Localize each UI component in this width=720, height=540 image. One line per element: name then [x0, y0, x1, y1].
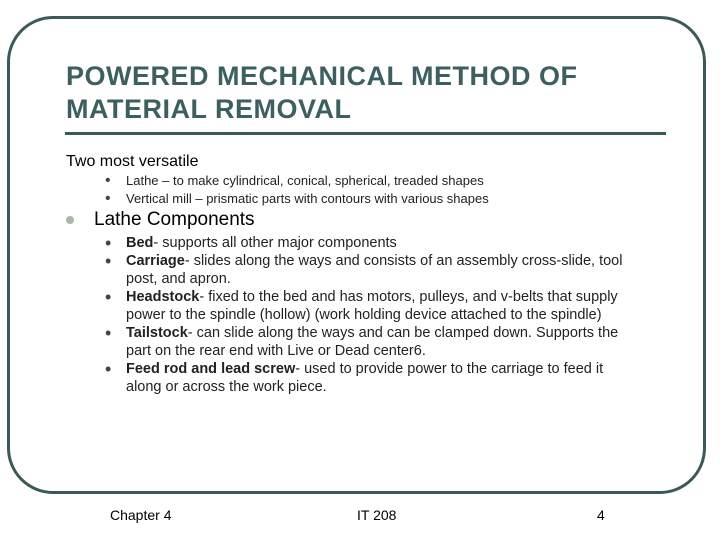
- footer-chapter: Chapter 4: [110, 507, 172, 523]
- list-item: [100, 288, 640, 324]
- list-item: [100, 172, 489, 190]
- list-item: [100, 360, 640, 396]
- list-item: [100, 234, 640, 252]
- list-item-text: Lathe – to make cylindrical, conical, spherical, treaded shapes: [126, 173, 484, 188]
- footer-course: IT 208: [357, 507, 397, 523]
- component-desc: - supports all other major components: [153, 235, 397, 251]
- bullet-icon: •: [105, 172, 111, 189]
- list-item-text: Vertical mill – prismatic parts with contours with various shapes: [126, 191, 489, 206]
- bullet-icon: [66, 216, 74, 224]
- component-desc: - used to provide power to the carriage to feed it along or across the work piece.: [126, 361, 604, 395]
- bullet-icon: •: [105, 190, 111, 207]
- list-item: [100, 190, 489, 208]
- component-term: Tailstock: [126, 325, 188, 341]
- component-term: Feed rod and lead screw: [126, 361, 296, 377]
- versatile-list: [100, 172, 489, 208]
- section-heading: Lathe Components: [94, 209, 255, 230]
- component-term: Bed: [126, 235, 154, 251]
- component-term: Headstock: [126, 289, 200, 305]
- component-term: Carriage: [126, 253, 185, 269]
- components-list: [100, 234, 640, 396]
- bullet-icon: •: [105, 323, 112, 343]
- footer-page-number: 4: [597, 507, 605, 523]
- component-desc: - slides along the ways and consists of an assembly cross-slide, tool post, and apron.: [126, 253, 623, 287]
- component-desc: - can slide along the ways and can be clamped down. Supports the part on the rear end with Live or Dead center6.: [126, 325, 619, 359]
- bullet-icon: •: [105, 251, 112, 271]
- slide-title: POWERED MECHANICAL METHOD OF MATERIAL REMOVAL: [66, 61, 578, 124]
- component-desc: - fixed to the bed and has motors, pulleys, and v-belts that supply power to the spindle (hollow) (work holding device attached to the spindle): [126, 289, 618, 323]
- title-divider: [65, 132, 666, 135]
- intro-text: Two most versatile: [66, 153, 199, 170]
- bullet-icon: •: [105, 359, 112, 379]
- list-item: [100, 324, 640, 360]
- bullet-icon: •: [105, 233, 112, 253]
- list-item: [100, 252, 640, 288]
- bullet-icon: •: [105, 287, 112, 307]
